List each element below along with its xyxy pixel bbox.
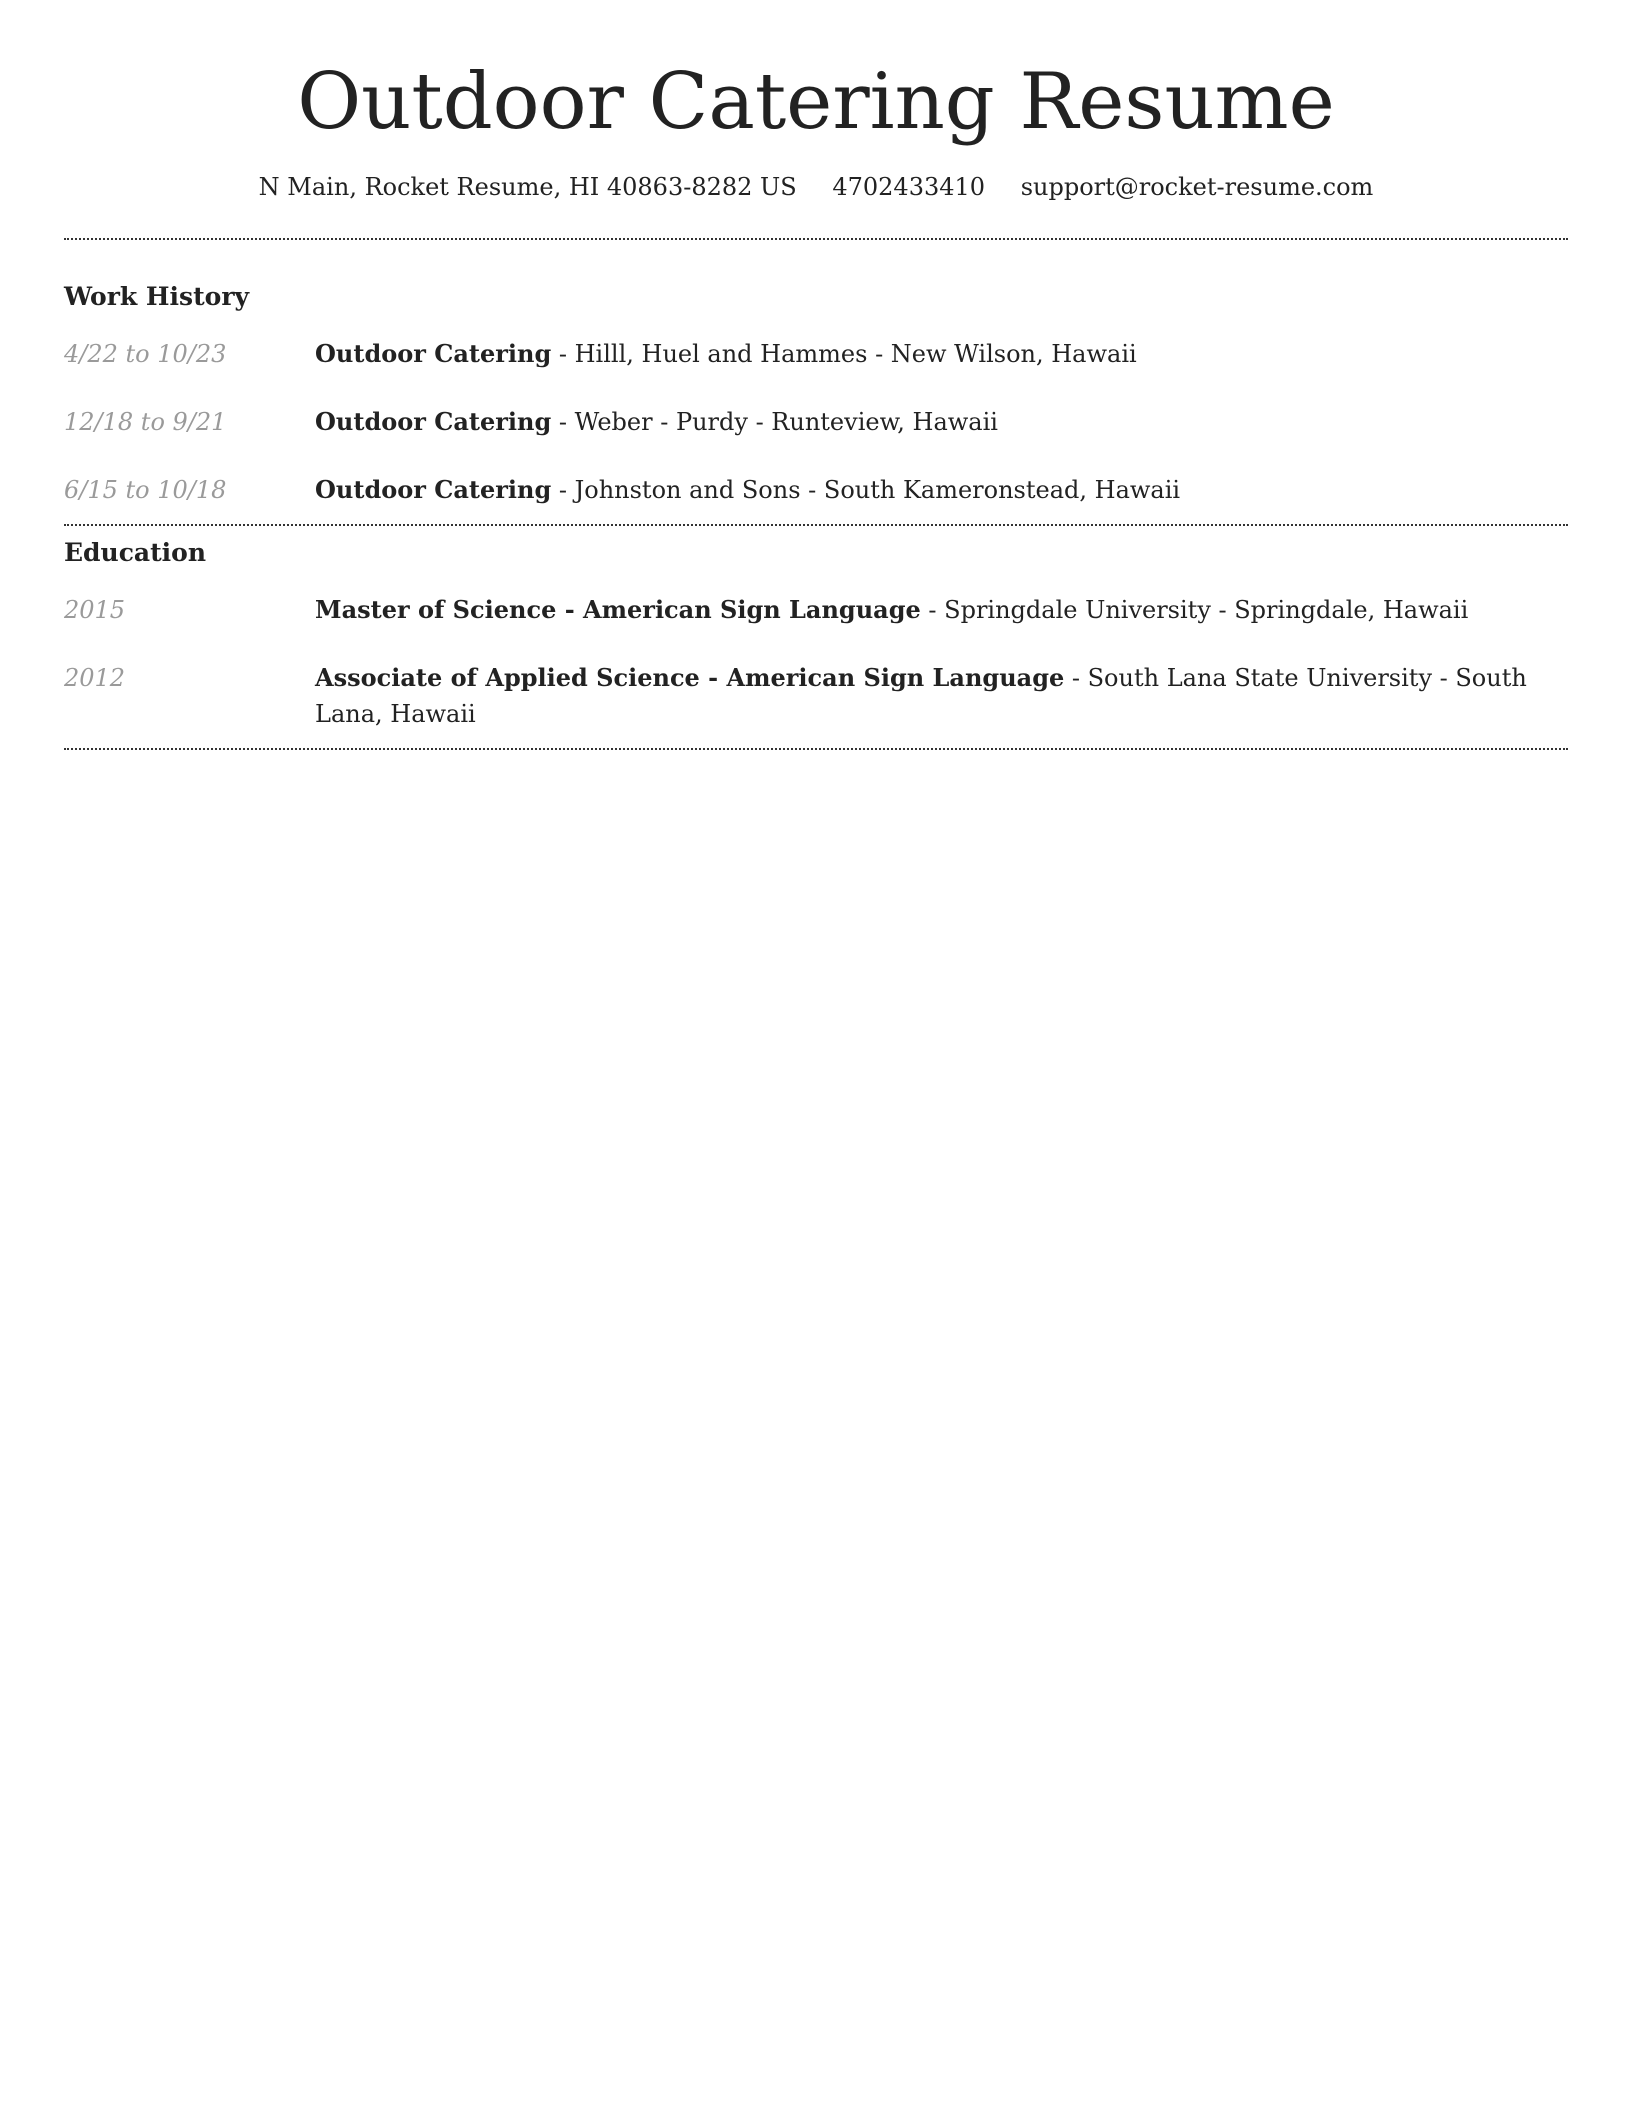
education-school-location: - South Lana State University - South Lana, Hawaii [315, 664, 1527, 728]
contact-address: N Main, Rocket Resume, HI 40863-8282 US [258, 173, 797, 201]
work-dates: 4/22 to 10/23 [64, 340, 227, 368]
work-history-section [64, 240, 1568, 524]
work-job-title: Outdoor Catering [315, 339, 552, 368]
education-year: 2012 [64, 664, 126, 692]
work-history-entry [64, 336, 1568, 372]
education-school-location: - Springdale University - Springdale, Hawaii [920, 596, 1469, 624]
work-description [315, 336, 1568, 372]
work-employer-location: - Hilll, Huel and Hammes - New Wilson, Hawaii [551, 340, 1137, 368]
work-job-title: Outdoor Catering [315, 475, 552, 504]
education-section [64, 526, 1568, 748]
work-history-entry [64, 472, 1568, 508]
education-entry [64, 660, 1568, 732]
education-description [315, 660, 1568, 732]
resume-title: Outdoor Catering Resume [297, 57, 1335, 147]
work-dates: 6/15 to 10/18 [64, 476, 227, 504]
contact-line [64, 170, 1568, 204]
education-description [315, 592, 1568, 628]
education-degree: Master of Science - American Sign Language [315, 595, 921, 624]
work-history-entry [64, 404, 1568, 440]
work-history-list [64, 314, 1568, 524]
contact-email: support@rocket-resume.com [1020, 173, 1374, 201]
education-degree: Associate of Applied Science - American Sign Language [315, 663, 1065, 692]
work-description [315, 472, 1568, 508]
education-heading: Education [64, 538, 207, 567]
contact-phone: 4702433410 [832, 173, 986, 201]
education-list [64, 570, 1568, 748]
work-job-title: Outdoor Catering [315, 407, 552, 436]
education-year: 2015 [64, 596, 126, 624]
education-entry [64, 592, 1568, 628]
work-employer-location: - Johnston and Sons - South Kameronstead, Hawaii [551, 476, 1181, 504]
work-description [315, 404, 1568, 440]
work-history-heading: Work History [64, 282, 250, 311]
education-divider [64, 748, 1568, 750]
work-employer-location: - Weber - Purdy - Runteview, Hawaii [551, 408, 998, 436]
work-dates: 12/18 to 9/21 [64, 408, 227, 436]
